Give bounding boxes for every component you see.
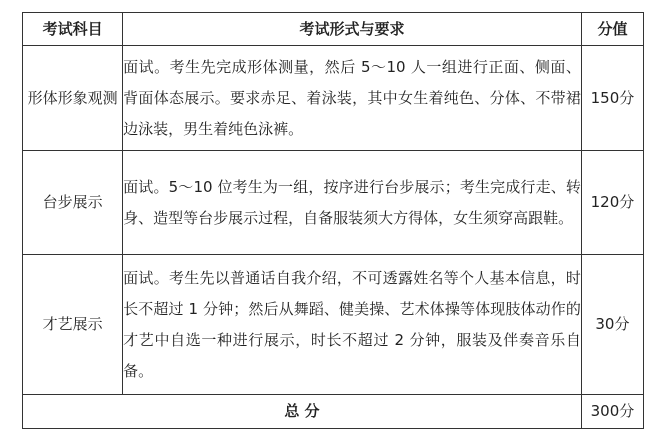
header-form: 考试形式与要求 [123,13,582,46]
header-score: 分值 [581,13,643,46]
description-cell: 面试。5～10 位考生为一组，按序进行台步展示；考生完成行走、转身、造型等台步展示过程，自备服装须大方得体，女生须穿高跟鞋。 [123,151,582,255]
subject-cell: 台步展示 [23,151,123,255]
score-cell: 30分 [581,255,643,395]
score-cell: 150分 [581,46,643,151]
total-label: 总 分 [23,395,582,429]
total-score: 300分 [581,395,643,429]
table-row [23,46,644,151]
score-cell: 120分 [581,151,643,255]
total-row [23,395,644,429]
header-subject: 考试科目 [23,13,123,46]
table-header-row [23,13,644,46]
exam-requirements-table [22,12,644,429]
subject-cell: 才艺展示 [23,255,123,395]
table-row [23,255,644,395]
description-cell: 面试。考生先以普通话自我介绍，不可透露姓名等个人基本信息，时长不超过 1 分钟；然后从舞蹈、健美操、艺术体操等体现肢体动作的才艺中自选一种进行展示，时长不超过 2 分钟，服装及伴奏音乐自备。 [123,255,582,395]
table-row [23,151,644,255]
subject-cell: 形体形象观测 [23,46,123,151]
description-cell: 面试。考生先完成形体测量，然后 5～10 人一组进行正面、侧面、背面体态展示。要求赤足、着泳装，其中女生着纯色、分体、不带裙边泳装，男生着纯色泳裤。 [123,46,582,151]
